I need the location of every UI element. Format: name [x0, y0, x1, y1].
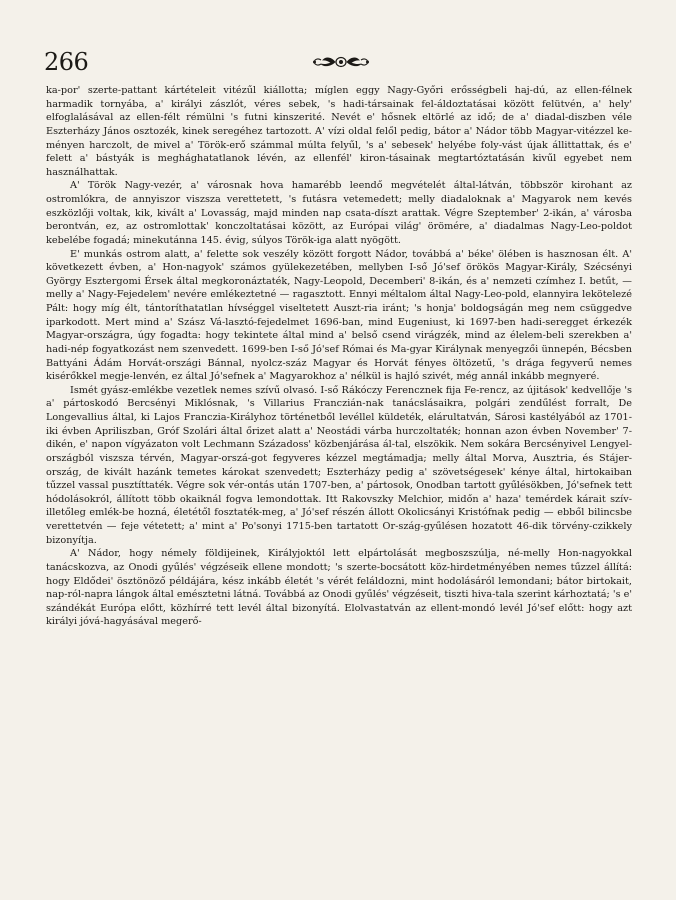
- paragraph: ka-por' szerte-pattant kártételeit vitézűl kiállotta; míglen eggy Nagy-Győri erősségbeli haj-dú, az ellen-félnek harmadik tornyába, a' királyi zászlót, véres sebek, 's hadi-társainak fel-áldoztatásai között felütvén, a' hely' elfoglalásával az ellen-félt rémülni 's futni kinszerité. Nevét e' hősnek eltörlé az idő; de a' diadal-diszben véle Eszterházy János osztozék, kinek seregéhez tartozott. A' vízi oldal felől pedig, bátor a' Nádor több Magyar-vitézzel ke-ményen harczolt, de mivel a' Török-erő számmal múlta felyűl, 's a' sebesek' helyébe foly-vást újak állittattak, és e' felett a' bástyák is meghághatatlanok lévén, az ellenfél' kiron-tásainak megtartóztatásán kivűl egyebet nem használhattak.: [46, 85, 632, 178]
- decorative-ornament-icon: [312, 54, 370, 70]
- paragraph: A' Nádor, hogy némely földijeinek, Királyjoktól lett elpártolását megboszszúlja, né-melly Hon-nagyokkal tanácskozva, az Onodi gyűlés' végzéseik ellene mondott; 's szerte-bocsátott köz-hirdetményében nemes tűzzel állítá: hogy Eldődei' ösztönöző példájára, kész inkább életét 's vérét feláldozni, mint hodolásáról lemondani; bátor birtokait, nap-ról-napra lángok által emésztetni látná. Továbbá az Onodi gyűlés' végzéseit, tiszti hiva-tala szerint kárhoztatá; 's e' szándékát Európa előtt, közhírré tett levél által bizonyítá. Elolvastatván az ellent-mondó levél Jó'sef előtt: hogy azt királyi jóvá-hagyásával megerő-: [46, 548, 633, 628]
- paragraph: Ismét gyász-emlékbe vezetlek nemes szívű olvasó. I-ső Rákóczy Ferencznek fija Fe-rencz, az újitások' kedvellője 's a' pártoskodó Bercsényi Miklósnak, 's Villarius Franczián-nak tanácslásaikra, polgári zendűlést forralt, De Longevallius által, ki Lajos Franczia-Királyhoz történetből levéllel küldeték, elárultatván, Sárosi kastélyából az 1701-iki évben Apriliszban, Gróf Szolári által őrizet alatt a' Neostádi várba hurczoltaték; honnan azon évben November' 7-dikén, e' napon vígyázaton volt Lechmann Századoss' közbenjárása ál-tal, elszökik. Nem sokára Bercsényivel Lengyel-országból viszsza térvén, Magyar-orszá-got fegyveres kézzel megtámadja; melly által Morva, Ausztria, és Stájer-ország, de kivált hazánk temetes károkat szenvedett; Eszterházy pedig a' szövetségesek' kénye által, hirtokaiban tűzzel vassal pusztíttaték. Végre sok vér-ontás után 1707-ben, a' pártosok, Onodban tartott gyűlésökben, Jó'sefnek tett hódolásokról, állított több okaiknál fogva lemondottak. Itt Rakovszky Melchior, midőn a' haza' temérdek kárait szív-illetőleg emlék-be hozná, életétől fosztaték-meg, a' Jó'sef részén állott Okolicsányi Kristófnak pedig — ebből bilincsbe verettetvén — feje vétetett; a' mint a' Po'sonyi 1715-ben tartatott Or-szág-gyűlésen hozatott 46-dik törvény-czikkely bizonyítja.: [46, 384, 632, 546]
- paragraph: E' munkás ostrom alatt, a' felette sok veszély között forgott Nádor, továbbá a' béke' ölében is hasznosan élt. A' következett évben, a' Hon-nagyok' számos gyülekezetében, mellyben I-ső Jó'sef örökös Magyar-Király, Szécsényi György Esztergomi Érsek által megkoronáztaték, Nagy-Leopold, Decemberi' 8-ikán, és a' nemzeti czímhez I. betűt, — melly a' Nagy-Fejedelem' nevére emlékeztetné — ragasztott. Ennyi méltalom által Nagy-Leo-pold, elannyira lekötelezé Pált: hogy míg élt, tántoríthatatlan hívséggel viseltetett Auszt-ria iránt; 's honja' boldogságán meg nem csüggedve iparkodott. Mert mind a' Szász Vá-lasztó-fejedelmet 1696-ban, mind Eugeniust, ki 1697-ben hadi-seregget érkezék Magyar-országra, úgy fogadta: hogy tekintete által mind a' belső csend virágzék, mind az élelem-beli szerekben a' hadi-nép fogyatkozást nem szenvedett. 1699-ben I-ső Jó'sef Római és Ma-gyar Királynak menyegzői ünnepén, Bécsben Battyáni Ádám Horvát-országi Bánnal, nyolcz-száz Magyar és Horvát fényes öltözetű, 's drága fegyverű nemes kisérőkkel megje-lenvén, ez által Jó'sefnek a' Magyarokhoz a' nélkül is hajló szivét, még annál inkább megnyeré.: [46, 248, 632, 383]
- paragraph: A' Török Nagy-vezér, a' városnak hova hamarébb leendő megvételét által-látván, többször kirohant az ostromlókra, de annyiszor viszsza verettetett, 's futásra vetemedett; melly diadaloknak a' Magyarok nem kevés eszközlőji voltak, kik, kivált a' Lovasság, majd minden nap csata-díszt arattak. Végre Szeptember' 2-ikán, a' városba berontván, ez, az ostromlottak' konczoltatásai között, az Európai világ' örömére, a' diadalmas Nagy-Leo-poldot kebelébe fogadá; minekutánna 145. évig, súlyos Török-iga alatt nyögött.: [46, 180, 632, 246]
- page-number: 266: [44, 48, 89, 76]
- page-text: [46, 84, 632, 629]
